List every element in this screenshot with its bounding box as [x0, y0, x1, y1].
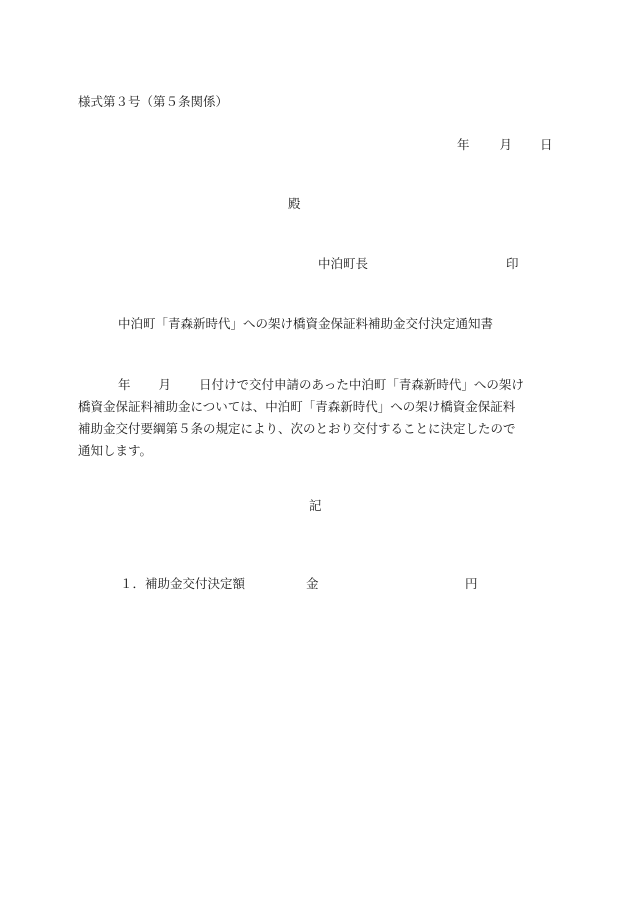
body-line-1-text: 日付けで交付申請のあった中泊町「青森新時代」への架け	[199, 377, 524, 392]
form-number: 様式第３号（第５条関係）	[78, 94, 229, 109]
body-line-4: 通知します。	[78, 443, 153, 458]
document-title: 中泊町「青森新時代」への架け橋資金保証料補助金交付決定通知書	[118, 316, 494, 331]
body-year: 年	[118, 377, 131, 392]
issuer-name: 中泊町長	[318, 256, 369, 271]
date-year: 年	[457, 137, 470, 152]
body-line-3: 補助金交付要綱第５条の規定により、次のとおり交付することに決定したので	[78, 421, 516, 436]
body-paragraph	[78, 374, 554, 462]
body-line-2: 橋資金保証料補助金については、中泊町「青森新時代」への架け橋資金保証料	[78, 399, 516, 414]
item-1-kin: 金	[306, 576, 319, 591]
addressee-suffix: 殿	[288, 196, 301, 211]
body-month: 月	[158, 377, 172, 392]
item-1-label: １．補助金交付決定額	[120, 576, 246, 591]
date-day: 日	[540, 137, 553, 152]
item-1-yen: 円	[465, 576, 478, 591]
body-line-1	[78, 374, 554, 396]
date-month: 月	[499, 137, 513, 152]
ki-heading: 記	[309, 498, 322, 513]
seal-mark: 印	[506, 256, 519, 271]
date-line	[457, 137, 553, 153]
